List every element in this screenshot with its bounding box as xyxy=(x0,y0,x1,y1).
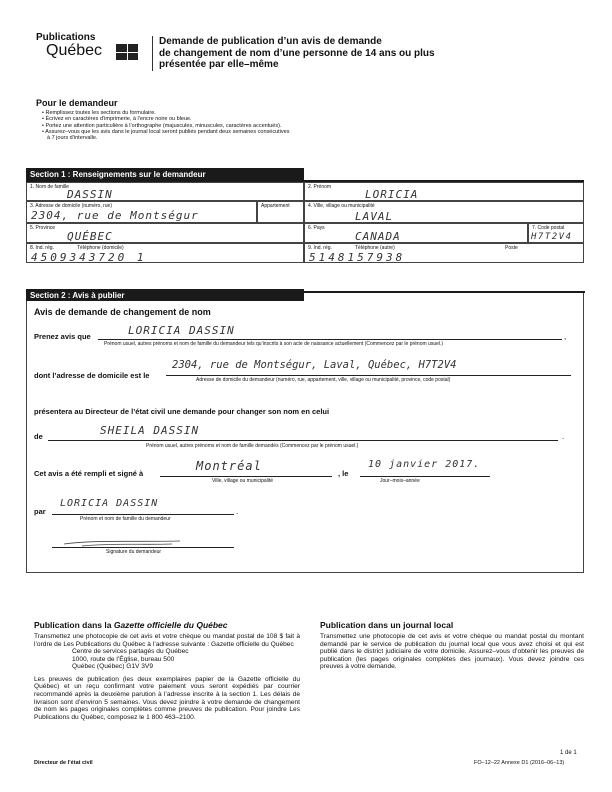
par-hint: Prénom et nom de famille du demandeur xyxy=(80,516,171,522)
title-line-1: Demande de publication d’un avis de demande xyxy=(159,36,382,47)
adresse-input[interactable] xyxy=(166,359,571,376)
notice-heading: Avis de demande de changement de nom xyxy=(34,307,211,317)
section-1 xyxy=(26,168,584,264)
bullet-2: • Écrivez en caractères d’imprimerie, à l’encre noire ou bleue. xyxy=(42,116,192,123)
family-name-field[interactable]: 1. Nom de famille DASSIN xyxy=(26,182,304,201)
home-phone-field[interactable]: 8. Ind. rég. Téléphone (domicile) 4509343720 1 xyxy=(26,243,304,263)
signature-field[interactable] xyxy=(52,538,234,548)
flag-icon xyxy=(116,44,138,60)
intro xyxy=(36,98,496,142)
de-hint: Prénom usuel, autres prénoms et nom de famille demandés (Commencez par le prénom usuel.) xyxy=(146,443,359,449)
country-field[interactable]: 6. Pays CANADA xyxy=(304,223,528,243)
intro-heading: Pour le demandeur xyxy=(36,98,118,108)
country-value: CANADA xyxy=(355,230,401,243)
local-block xyxy=(320,620,584,671)
adresse-hint: Adresse de domicile du demandeur (numéro, rue, appartement, ville, village ou municipalité, province, code postal) xyxy=(196,377,451,383)
prenez-label: Prenez avis que xyxy=(34,332,91,341)
signature-scribble xyxy=(62,538,182,548)
form-title xyxy=(152,36,452,71)
prenez-value: LORICIA DASSIN xyxy=(128,324,235,337)
family-name-value: DASSIN xyxy=(67,188,113,201)
de-label: de xyxy=(34,432,43,441)
de-value: SHEILA DASSIN xyxy=(100,424,200,437)
le-value: 10 janvier 2017. xyxy=(368,459,481,470)
brand-top: Publications xyxy=(36,32,96,43)
footer-code: FO–12–22 Annexe D1 (2016–06–13) xyxy=(474,760,565,766)
other-phone-value: 5148157938 xyxy=(309,251,406,264)
signe-hint: Ville, village ou municipalité xyxy=(212,478,274,484)
presentera-text: présentera au Directeur de l’état civil une demande pour changer son nom en celui xyxy=(34,407,330,416)
local-p1: Transmettez une photocopie de cet avis et votre chèque ou mandat postal du montant demandé par le service de publication du journal local que vous avez choisi et qui est publié dans le district judiciaire de votre domicile. Assurez–vous d’obtenir les preuves de publication (les pages originales complètes des journaux). Vous devez joindre ces preuves à votre demande. xyxy=(320,633,584,671)
prenez-hint: Prénom usuel, autres prénoms et nom de famille du demandeur tels qu’inscrits à son acte de naissance actuellement (Commencez par le prénom usuel.) xyxy=(104,341,444,347)
le-input[interactable] xyxy=(360,459,490,477)
province-value: QUÉBEC xyxy=(67,230,113,243)
section-1-title: Section 1 : Renseignements sur le demandeur xyxy=(26,168,304,180)
logo xyxy=(36,32,146,62)
bullet-3: • Portez une attention particulière à l’orthographe (majuscules, minuscules, caractères accentués). xyxy=(42,122,282,129)
postal-code-field[interactable]: 7. Code postal H7T2V4 xyxy=(528,223,584,243)
prenez-input[interactable] xyxy=(98,324,562,340)
par-input[interactable] xyxy=(52,498,234,515)
home-phone-value: 4509343720 1 xyxy=(31,251,147,264)
adresse-label: dont l’adresse de domicile est le xyxy=(34,371,150,380)
de-input[interactable] xyxy=(48,424,558,441)
address-value: 2304, rue de Montségur xyxy=(31,209,199,222)
province-field[interactable]: 5. Province QUÉBEC xyxy=(26,223,304,243)
first-name-field[interactable]: 2. Prénom LORICIA xyxy=(304,182,584,201)
par-value: LORICIA DASSIN xyxy=(60,498,159,509)
bullet-1: • Remplissez toutes les sections du formulaire. xyxy=(42,110,156,116)
footer-page: 1 de 1 xyxy=(560,750,577,756)
title-line-3: présentée par elle–même xyxy=(159,59,279,70)
other-phone-field[interactable]: 9. Ind. rég. Téléphone (autre) Poste 5148157938 xyxy=(304,243,584,263)
gazette-heading: Publication dans la Gazette officielle du Québec xyxy=(34,620,228,630)
city-value: LAVAL xyxy=(355,210,394,223)
postal-code-value: H7T2V4 xyxy=(531,232,573,242)
signature-hint: Signature du demandeur xyxy=(106,549,162,555)
footer-left: Directeur de l’état civil xyxy=(34,760,93,766)
gazette-p2: Les preuves de publication (les deux exemplaires papier de la Gazette officielle du Québec) et un reçu confirmant votre paiement vous seront expédiés par courrier recommandé après la deuxième parution à l’adresse inscrite à la section 1. Les délais de livraison sont d’environ 5 semaines. Vous devez joindre à votre demande de changement de nom les pages originales complètes comme preuves de publication. Pour joindre Les Publications du Québec, composez le 1 800 463–2100. xyxy=(34,675,300,721)
signe-input[interactable] xyxy=(160,459,332,477)
gazette-p1: Transmettez une photocopie de cet avis et votre chèque ou mandat postal de 108 $ fait à l’ordre de Les Publications du Québec à l’adresse suivante : Gazette officielle du Québec xyxy=(34,633,300,648)
brand-bottom: Québec xyxy=(46,42,103,59)
le-label: , le xyxy=(338,469,349,478)
adresse-value: 2304, rue de Montségur, Laval, Québec, H7T2V4 xyxy=(172,359,457,371)
first-name-value: LORICIA xyxy=(365,188,419,201)
apartment-field[interactable]: Appartement xyxy=(257,201,304,223)
gazette-address: Centre de services partagés du Québec 1000, route de l’Église, bureau 500 Québec (Québec) G1V 3V9 xyxy=(72,648,189,671)
city-field[interactable]: 4. Ville, village ou municipalité LAVAL xyxy=(304,201,584,223)
bullet-4: • Assurez–vous que les avis dans le journal local seront publiés pendant deux semaines consécutives xyxy=(42,128,290,135)
local-heading: Publication dans un journal local xyxy=(320,620,454,630)
bullet-4b: à 7 jours d’intervalle. xyxy=(47,135,98,142)
section-2-title: Section 2 : Avis à publier xyxy=(26,289,304,301)
le-hint: Jour–mois–année xyxy=(380,478,420,484)
par-label: par xyxy=(34,507,46,516)
signe-label: Cet avis a été rempli et signé à xyxy=(34,469,144,478)
address-field[interactable]: 3. Adresse de domicile (numéro, rue) 2304, rue de Montségur xyxy=(26,201,257,223)
title-line-2: de changement de nom d’une personne de 14 ans ou plus xyxy=(159,47,435,59)
gazette-block xyxy=(34,620,300,721)
signe-value: Montréal xyxy=(196,459,262,473)
